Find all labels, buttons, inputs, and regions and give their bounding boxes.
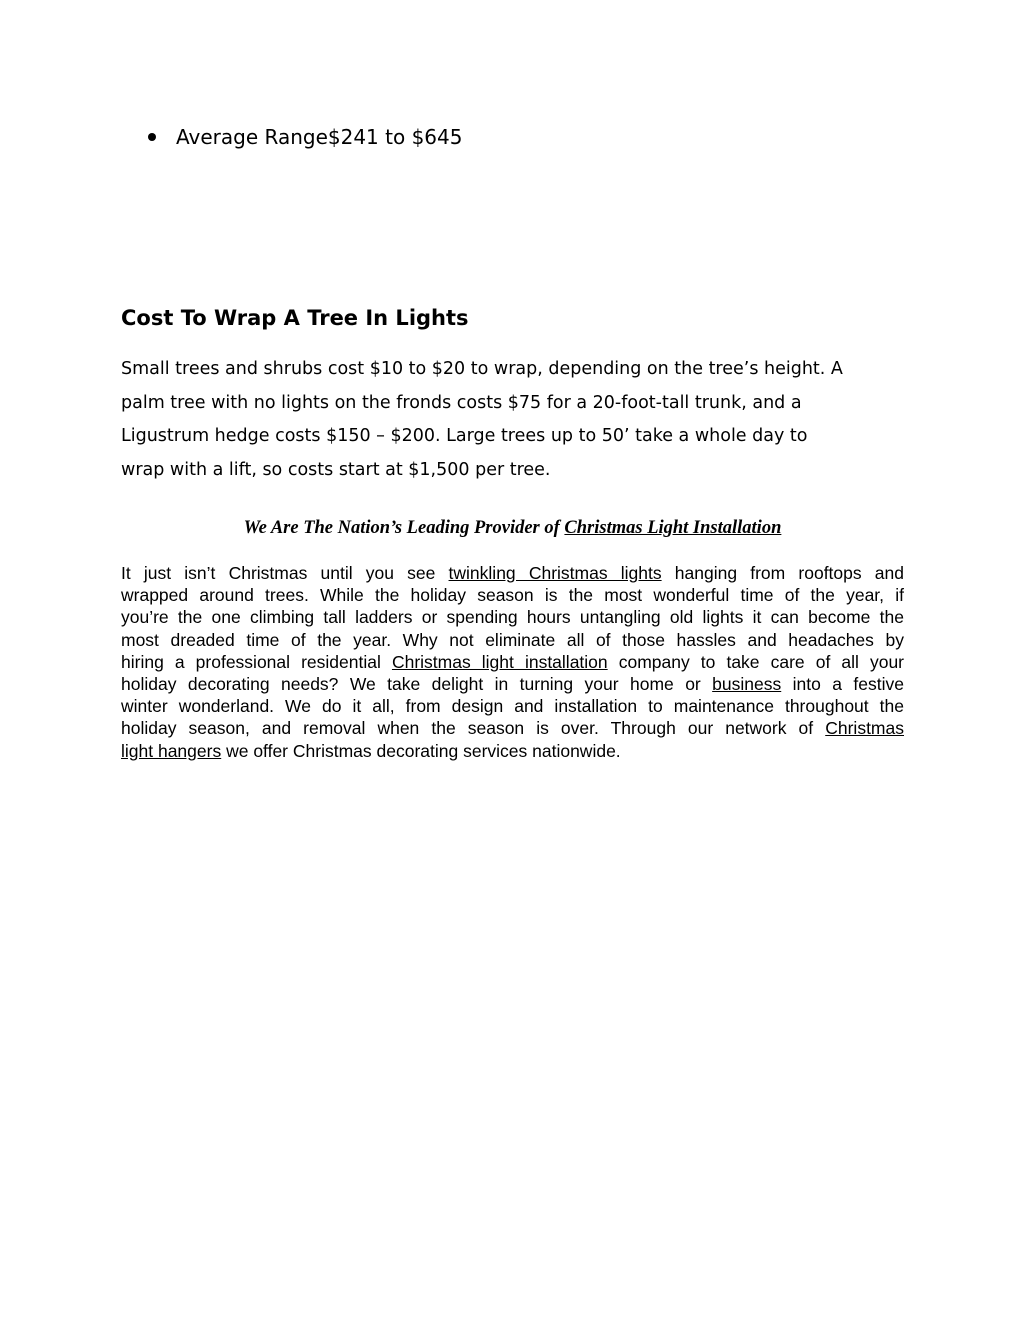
promo-line: you’re the one climbing tall ladders or spending hours untangling old lights it can become the	[121, 607, 904, 628]
promo-text: holiday season, and removal when the season is over. Through our network of	[121, 718, 826, 739]
cost-paragraph-line: Small trees and shrubs cost $10 to $20 to wrap, depending on the tree’s height. A	[121, 359, 843, 379]
promo-line	[121, 740, 904, 762]
promo-heading-text: We Are The Nation’s Leading Provider of	[243, 518, 565, 538]
promo-line	[121, 717, 904, 739]
promo-line: wrapped around trees. While the holiday season is the most wonderful time of the year, if	[121, 585, 904, 606]
promo-text: company to take care of all your	[607, 651, 905, 672]
promo-text: holiday decorating needs? We take delight in turning your home or	[121, 674, 713, 695]
promo-text: we offer Christmas decorating services nationwide.	[221, 740, 621, 761]
promo-line	[121, 562, 904, 584]
cost-paragraph-line: Ligustrum hedge costs $150 – $200. Large trees up to 50’ take a whole day to	[121, 426, 808, 446]
promo-paragraph	[121, 562, 904, 762]
christmas-light-hangers-link[interactable]: Christmas	[825, 718, 904, 739]
cost-paragraph-line: wrap with a lift, so costs start at $1,500 per tree.	[121, 459, 551, 480]
cost-paragraph-line: palm tree with no lights on the fronds costs $75 for a 20-foot-tall trunk, and a	[121, 392, 802, 413]
promo-text: hiring a professional residential	[121, 651, 392, 672]
cost-paragraph	[121, 353, 911, 487]
average-range-bullet	[148, 121, 462, 153]
average-range-text: Average Range$241 to $645	[176, 125, 463, 149]
promo-line	[121, 651, 904, 673]
promo-text: hanging from rooftops and	[661, 563, 904, 583]
promo-heading	[121, 515, 904, 541]
twinkling-christmas-lights-link[interactable]: twinkling Christmas lights	[448, 563, 662, 583]
bullet-icon	[148, 133, 156, 141]
christmas-light-hangers-link-continued[interactable]: light hangers	[121, 740, 222, 761]
promo-line	[121, 673, 904, 695]
promo-text: It just isn’t Christmas until you see	[121, 563, 449, 583]
christmas-light-installation-heading-link[interactable]: Christmas Light Installation	[564, 518, 782, 538]
promo-line: winter wonderland. We do it all, from design and installation to maintenance throughout the	[121, 696, 904, 717]
section-heading: Cost To Wrap A Tree In Lights	[121, 306, 469, 330]
promo-text: into a festive	[781, 674, 904, 695]
christmas-light-installation-link[interactable]: Christmas light installation	[391, 651, 608, 672]
business-link[interactable]: business	[712, 674, 782, 695]
promo-line: most dreaded time of the year. Why not eliminate all of those hassles and headaches by	[121, 629, 904, 650]
